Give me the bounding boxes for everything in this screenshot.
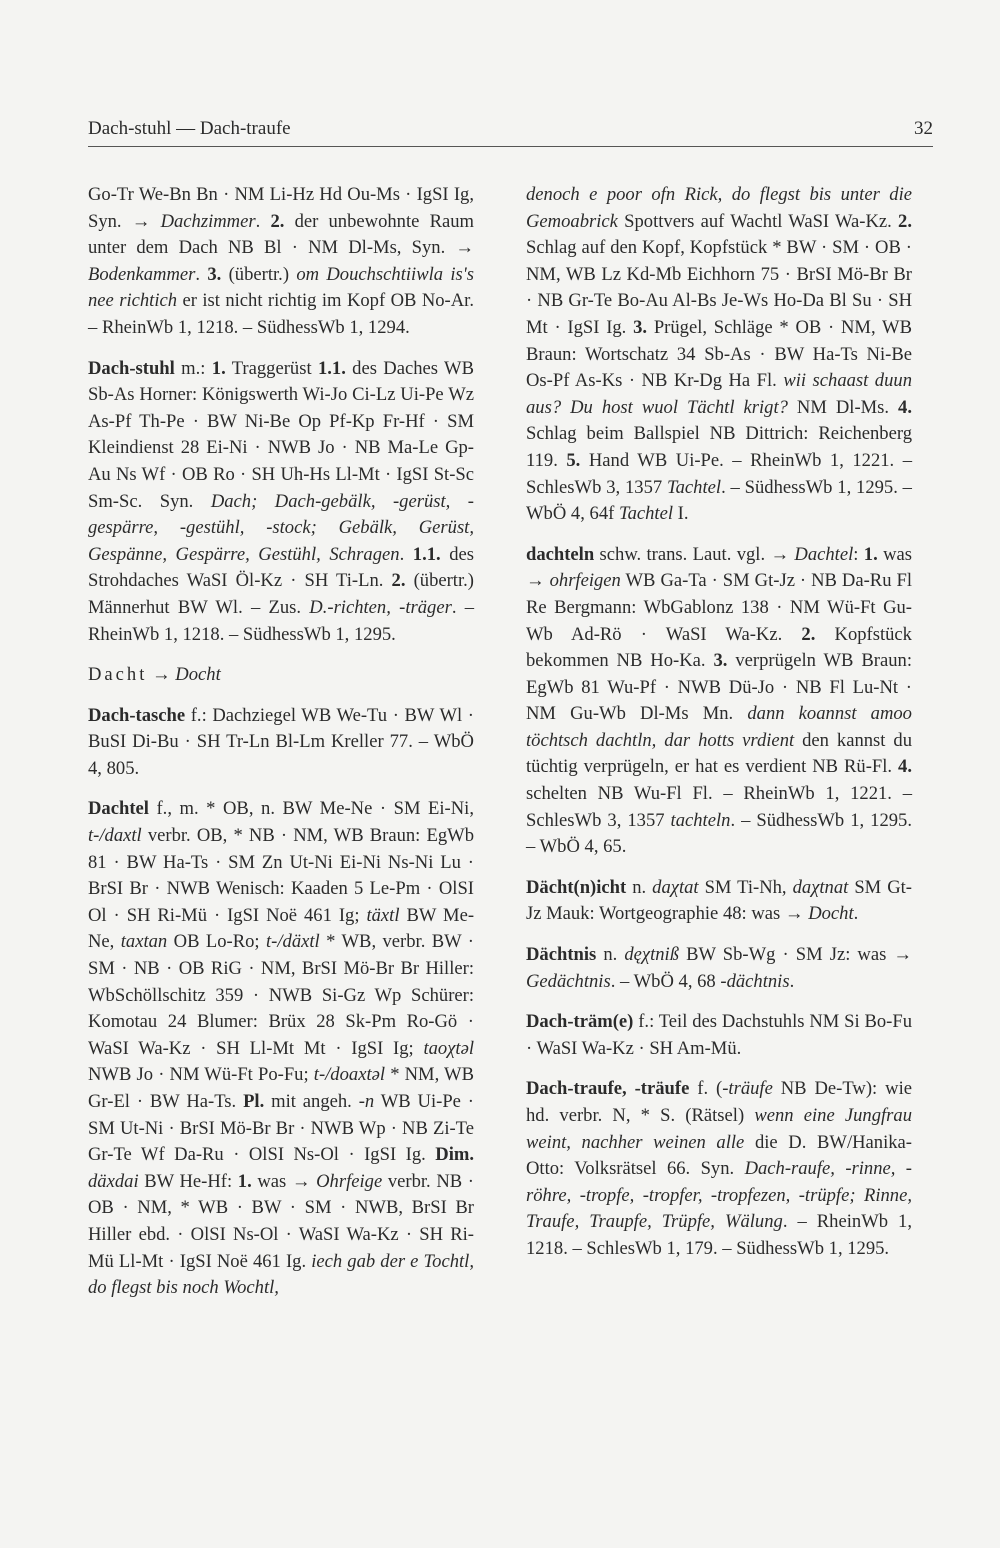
header-rule	[88, 146, 933, 147]
entry-daechtnis: Dächtnis n. dęχtniß BW Sb-Wg · SM Jz: was → Gedächtnis. – WbÖ 4, 68 -dächtnis.	[526, 944, 913, 992]
entry-dachtel: Dachtel f., m. * OB, n. BW Me-Ne · SM Ei-Ni, t-/daxtl verbr. OB, * NB · NM, WB Braun: EgWb 81 · BW Ha-Ts · SM Zn Ut-Ni Ei-Ni Ns-Ni Lu · BrSI Br · NWB Wenisch: Kaaden 5 Le-Pm · OlSI Ol · SH Ri-Mü · IgSI Noë 461 Ig; täxtl BW Me-Ne, taxtan OB Lo-Ro; t-/däxtl * WB, verbr. BW · SM · NB · OB RiG · NM, BrSI Mö-Br Br Hiller: WbSchöllschitz 359 · NWB Si-Gz Wp Schürer: Komotau 24 Blumer: Brüx 28 Sk-Pm Ro-Gö · WaSI Wa-Kz · SH Ll-Mt Mt · IgSI Ig; taoχtəl NWB Jo · NM Wü-Ft Po-Fu; t-/doaxtəl * NM, WB Gr-El · BW Ha-Ts. Pl. mit angeh. -n WB Ui-Pe · SM Ut-Ni · BrSI Mö-Br Br · NWB Wp · NB Zi-Te Gr-Te Wf Da-Ru · OlSI Ns-Ol · IgSI Ig. Dim. däxdai BW He-Hf: 1. was → Ohrfeige verbr. NB · OB · NM, * WB · BW · SM · NWB, BrSI Br Hiller ebd. · OlSI Ns-Ol · WaSI Wa-Kz · SH Ri-Mü Ll-Mt · IgSI Noë 461 Ig. iech gab der e Tochtl, do flegst bis noch Wochtl,	[88, 798, 475, 1299]
header-title: Dach-stuhl — Dach-traufe	[88, 118, 291, 139]
entry-daechtnicht: Dächt(n)icht n. daχtat SM Ti-Nh, daχtnat SM Gt-Jz Mauk: Wortgeographie 48: was → Docht.	[526, 876, 913, 925]
entry-dach-traufe: Dach-traufe, -träufe f. (-träufe NB De-Tw): wie hd. verbr. N, * S. (Rätsel) wenn eine Jungfrau weint, nachher weinen alle die D. BW/Hanika-Otto: Volksrätsel 66. Syn. Dach-raufe, -rinne, -röhre, -tropfe, -tropfer, -tropfezen, -trüpfe; Rinne, Traufe, Traupfe, Trüpfe, Wälung. – RheinWb 1, 1218. – SchlesWb 1, 179. – SüdhessWb 1, 1295.	[526, 1078, 912, 1259]
left-column	[88, 182, 474, 1302]
right-column	[526, 182, 912, 1263]
entry-dach-tasche: Dach-tasche f.: Dachziegel WB We-Tu · BW Wl · BuSI Di-Bu · SH Tr-Ln Bl-Lm Kreller 77. – WbÖ 4, 805.	[88, 704, 474, 779]
entry-dachtel-cont: denoch e poor ofn Rick, do flegst bis unter die Gemoabrick Spottvers auf Wachtl WaSI Wa-Kz. 2. Schlag auf den Kopf, Kopfstück * BW · SM · OB · NM, WB Lz Kd-Mb Eichhorn 75 · BrSI Mö-Br Br · NB Gr-Te Bo-Au Al-Bs Je-Ws Ho-Da Bl Su · SH Mt · IgSI Ig. 3. Prügel, Schläge * OB · NM, WB Braun: Wortschatz 34 Sb-As · BW Ha-Ts Ni-Be Os-Pf As-Ks · NB Kr-Dg Ha Fl. wii schaast duun aus? Du host wuol Tächtl krigt? NM Dl-Ms. 4. Schlag beim Ballspiel NB Dittrich: Reichenberg 119. 5. Hand WB Ui-Pe. – RheinWb 1, 1221. – SchlesWb 3, 1357 Tachtel. – SüdhessWb 1, 1295. – WbÖ 4, 64f Tachtel I.	[526, 184, 912, 525]
running-header	[88, 118, 933, 140]
entry-dacht: Dacht → Docht	[88, 664, 221, 686]
entry-dach-traem: Dach-träm(e) f.: Teil des Dachstuhls NM Si Bo-Fu · WaSI Wa-Kz · SH Am-Mü.	[526, 1011, 912, 1059]
entry-cont: Go-Tr We-Bn Bn · NM Li-Hz Hd Ou-Ms · IgSI Ig, Syn. → Dachzimmer. 2. der unbewohnte Raum unter dem Dach NB Bl · NM Dl-Ms, Syn. → Bodenkammer. 3. (übertr.) om Douchschtiiwla is's nee richtich er ist nicht richtig im Kopf OB No-Ar. – RheinWb 1, 1218. – SüdhessWb 1, 1294.	[88, 184, 474, 338]
page-number: 32	[914, 118, 933, 139]
entry-dach-stuhl: Dach-stuhl m.: 1. Traggerüst 1.1. des Daches WB Sb-As Horner: Königswerth Wi-Jo Ci-Lz Ui-Pe Wz As-Pf Th-Pe · BW Ni-Be Op Pf-Kp Fr-Hf · SM Kleindienst 28 Ei-Ni · NWB Jo · NB Ma-Le Gp-Au Ns Wf · OB Ro · SH Uh-Hs Ll-Mt · IgSI St-Sc Sm-Sc. Syn. Dach; Dach-gebälk, -gerüst, -gespärre, -gestühl, -stock; Gebälk, Gerüst, Gespänne, Gespärre, Gestühl, Schragen. 1.1. des Strohdaches WaSI Öl-Kz · SH Ti-Ln. 2. (übertr.) Männerhut BW Wl. – Zus. D.-richten, -träger. – RheinWb 1, 1218. – SüdhessWb 1, 1295.	[88, 357, 475, 645]
entry-dachteln: dachteln schw. trans. Laut. vgl. → Dachtel: 1. was → ohrfeigen WB Ga-Ta · SM Gt-Jz · NB Da-Ru Fl Re Bergmann: WbGablonz 138 · NM Wü-Ft Gu-Wb Ad-Rö · WaSI Wa-Kz. 2. Kopfstück bekommen NB Ho-Ka. 3. verprügeln WB Braun: EgWb 81 Wu-Pf · NWB Dü-Jo · NB Fl Lu-Nt · NM Gu-Wb Dl-Ms Mn. dann koannst amoo töchtsch dachtln, dar hotts vrdient den kannst du tüchtig verprügeln, er hat es verdient NB Rü-Fl. 4. schelten NB Wu-Fl Fl. – RheinWb 1, 1221. – SchlesWb 3, 1357 tachteln. – SüdhessWb 1, 1295. – WbÖ 4, 65.	[526, 543, 913, 858]
